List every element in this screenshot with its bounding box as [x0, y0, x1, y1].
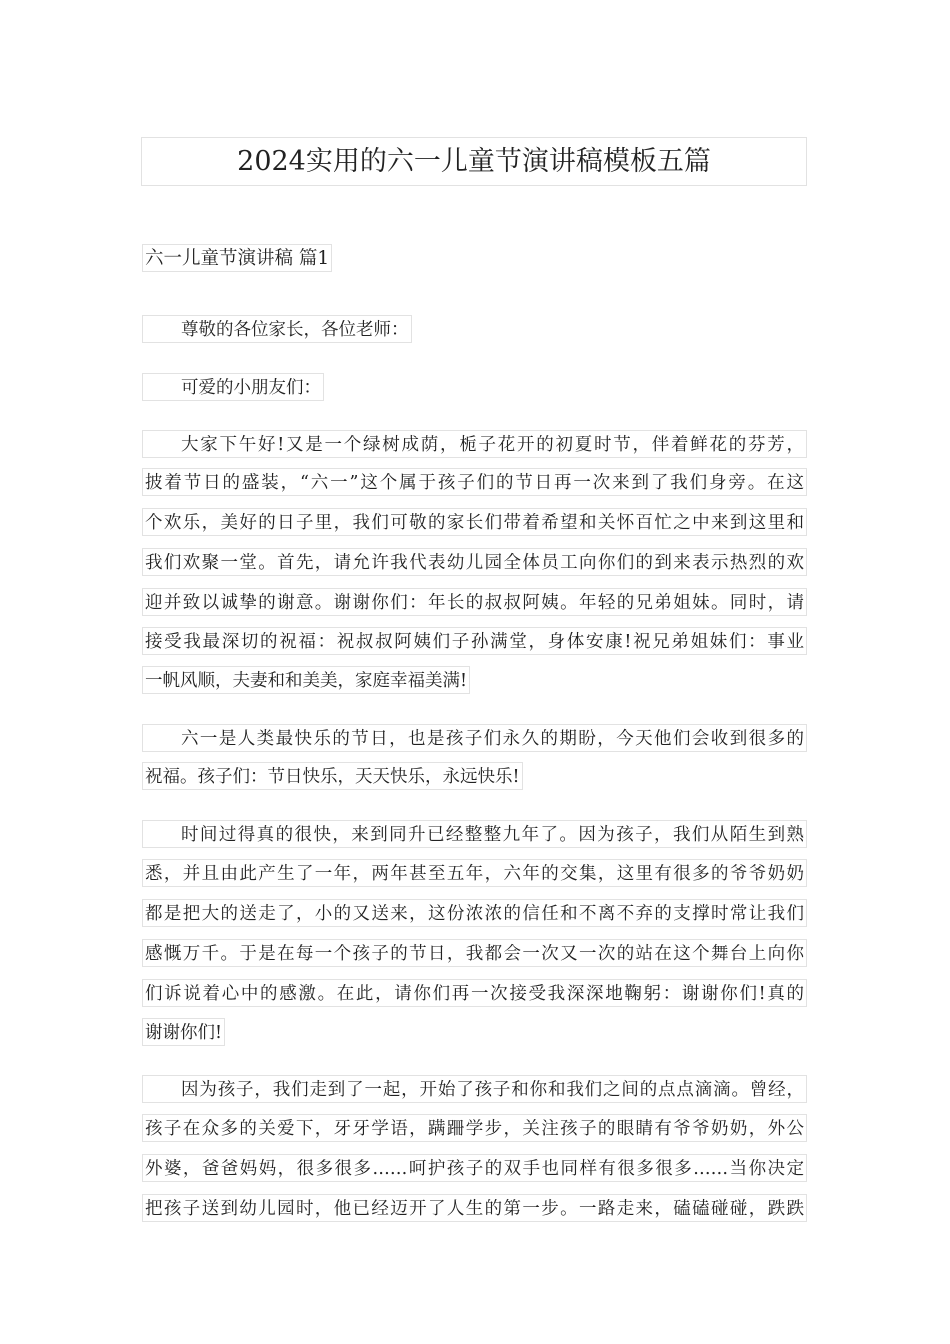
paragraph-line: 外婆，爸爸妈妈，很多很多……呵护孩子的双手也同样有很多很多……当你决定	[142, 1154, 807, 1182]
paragraph-line: 孩子在众多的关爱下，牙牙学语，蹒跚学步，关注孩子的眼睛有爷爷奶奶，外公	[142, 1114, 807, 1142]
paragraph-line: 们诉说着心中的感激。在此，请你们再一次接受我深深地鞠躬：谢谢你们!真的	[142, 979, 807, 1007]
paragraph-line: 因为孩子，我们走到了一起，开始了孩子和你和我们之间的点点滴滴。曾经，	[142, 1075, 807, 1103]
paragraph-line: 接受我最深切的祝福：祝叔叔阿姨们子孙满堂，身体安康!祝兄弟姐妹们：事业	[142, 627, 807, 655]
paragraph-line: 个欢乐，美好的日子里，我们可敬的家长们带着希望和关怀百忙之中来到这里和	[142, 508, 807, 536]
paragraph-line: 迎并致以诚挚的谢意。谢谢你们：年长的叔叔阿姨。年轻的兄弟姐妹。同时，请	[142, 588, 807, 616]
document-title: 2024实用的六一儿童节演讲稿模板五篇	[141, 137, 807, 186]
paragraph-line: 把孩子送到幼儿园时，他已经迈开了人生的第一步。一路走来，磕磕碰碰，跌跌	[142, 1194, 807, 1222]
paragraph-line: 披着节日的盛装，“六一”这个属于孩子们的节日再一次来到了我们身旁。在这	[142, 468, 807, 496]
paragraph-line: 时间过得真的很快，来到同升已经整整九年了。因为孩子，我们从陌生到熟	[142, 820, 807, 848]
paragraph-line: 都是把大的送走了，小的又送来，这份浓浓的信任和不离不弃的支撑时常让我们	[142, 899, 807, 927]
greeting-line: 尊敬的各位家长，各位老师：	[142, 315, 412, 343]
paragraph-line: 谢谢你们!	[142, 1018, 225, 1046]
paragraph-line: 我们欢聚一堂。首先，请允许我代表幼儿园全体员工向你们的到来表示热烈的欢	[142, 548, 807, 576]
paragraph-line: 大家下午好!又是一个绿树成荫，栀子花开的初夏时节，伴着鲜花的芬芳，	[142, 430, 807, 458]
paragraph-line: 一帆风顺，夫妻和和美美，家庭幸福美满!	[142, 666, 470, 694]
paragraph-line: 感慨万千。于是在每一个孩子的节日，我都会一次又一次的站在这个舞台上向你	[142, 939, 807, 967]
paragraph-line: 悉，并且由此产生了一年，两年甚至五年，六年的交集，这里有很多的爷爷奶奶	[142, 859, 807, 887]
greeting-line: 可爱的小朋友们：	[142, 373, 324, 401]
paragraph-line: 祝福。孩子们：节日快乐，天天快乐，永远快乐!	[142, 762, 523, 790]
section-heading: 六一儿童节演讲稿 篇1	[142, 244, 332, 272]
paragraph-line: 六一是人类最快乐的节日，也是孩子们永久的期盼，今天他们会收到很多的	[142, 724, 807, 752]
